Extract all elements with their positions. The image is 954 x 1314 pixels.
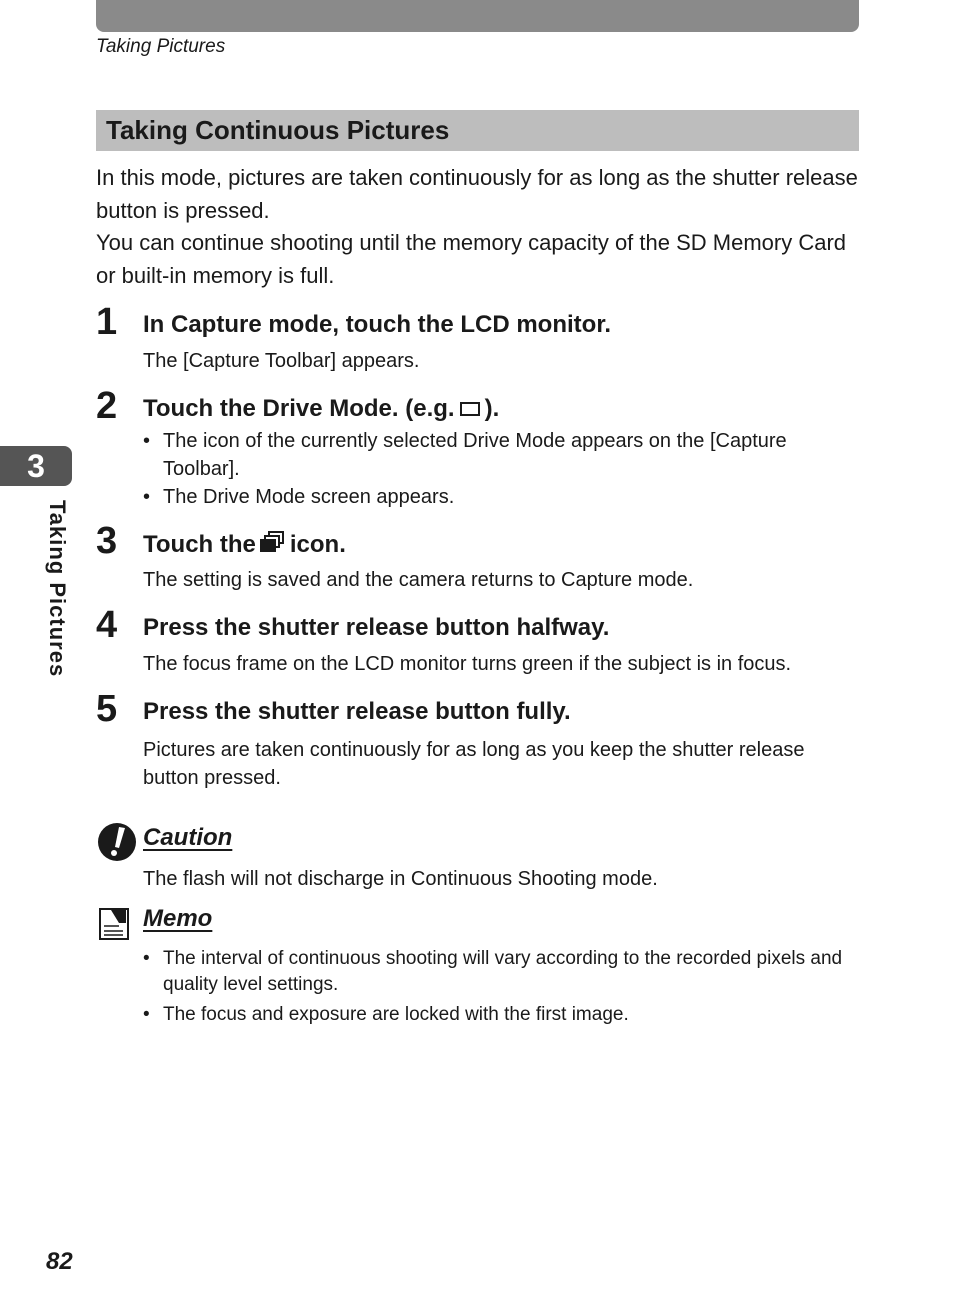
step-body: Pictures are taken continuously for as long as you keep the shutter release button pressed. [143, 739, 805, 789]
step-number: 2 [96, 385, 118, 427]
single-frame-icon [459, 397, 481, 425]
chapter-number: 3 [27, 447, 45, 484]
header-bar [96, 0, 859, 32]
chapter-tab [0, 446, 72, 486]
intro-paragraph: You can continue shooting until the memory capacity of the SD Memory Card or built-in memory is full. [96, 230, 847, 288]
step-title-text: icon. [289, 531, 346, 558]
step-title: Press the shutter release button fully. [143, 698, 571, 725]
step-body: The [Capture Toolbar] appears. [143, 350, 420, 372]
step-title-text: Touch the [143, 531, 256, 558]
caution-text: The flash will not discharge in Continuous Shooting mode. [143, 868, 658, 890]
memo-list [143, 946, 863, 1028]
chapter-label: Taking Pictures [45, 500, 70, 678]
step-title: In Capture mode, touch the LCD monitor. [143, 311, 611, 338]
step-title [143, 395, 499, 425]
step-number: 3 [96, 520, 118, 562]
step-title [143, 530, 346, 561]
section-title: Taking Continuous Pictures [96, 110, 859, 151]
step-number: 1 [96, 301, 118, 343]
list-item: • The Drive Mode screen appears. [143, 483, 863, 511]
step-title: Press the shutter release button halfway. [143, 614, 610, 641]
list-item: • The icon of the currently selected Drive Mode appears on the [Capture Toolbar]. [143, 427, 863, 483]
caution-icon [97, 822, 137, 867]
list-item: • The focus and exposure are locked with the first image. [143, 1002, 863, 1028]
step-body: The focus frame on the LCD monitor turns green if the subject is in focus. [143, 653, 792, 675]
step-body: The setting is saved and the camera returns to Capture mode. [143, 569, 694, 591]
step-number: 5 [96, 688, 118, 730]
continuous-shooting-icon [260, 530, 286, 561]
intro-text [96, 162, 866, 292]
intro-paragraph: In this mode, pictures are taken continuously for as long as the shutter release button is pressed. [96, 165, 858, 223]
page-number: 82 [46, 1248, 73, 1275]
step-title-text: Touch the Drive Mode. (e.g. [143, 395, 455, 422]
step-number: 4 [96, 604, 118, 646]
step-title-text: ). [484, 395, 500, 422]
memo-heading: Memo [143, 905, 213, 932]
list-item: • The interval of continuous shooting will vary according to the recorded pixels and quality level settings. [143, 946, 863, 998]
memo-icon [97, 906, 131, 947]
caution-heading: Caution [143, 824, 233, 851]
step-body [143, 427, 863, 511]
running-header: Taking Pictures [96, 36, 226, 57]
